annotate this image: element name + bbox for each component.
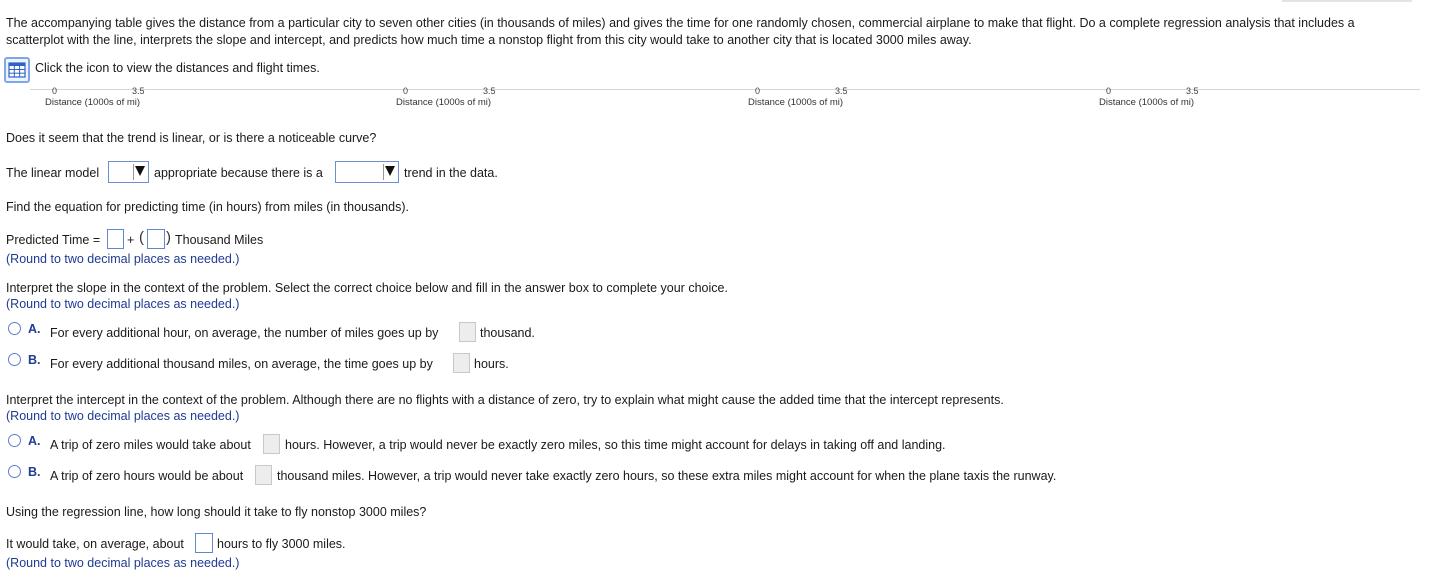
q3-question: Interpret the slope in the context of the problem. Select the correct choice below and fill in the answer box to complete your choice. (6, 281, 728, 295)
plus-sign: + (127, 233, 135, 247)
q1-question: Does it seem that the trend is linear, or is there a noticeable curve? (6, 131, 377, 145)
slope-option-b-input[interactable] (453, 353, 470, 373)
dropdown-arrow-icon (135, 166, 145, 176)
plot4-tick-left: 0 (1106, 86, 1112, 96)
slope-option-a-unit: thousand. (480, 326, 535, 340)
q2-question: Find the equation for predicting time (in hours) from miles (in thousands). (6, 200, 409, 214)
slope-option-a-text: For every additional hour, on average, the number of miles goes up by (50, 326, 439, 340)
slope-input[interactable] (147, 229, 165, 249)
slope-option-a-radio[interactable] (8, 322, 21, 335)
paren-open: ( (139, 229, 144, 246)
q1-prefix: The linear model (6, 166, 100, 180)
intercept-option-b-text: A trip of zero hours would be about (50, 469, 244, 483)
problem-statement-line-2: scatterplot with the line, interprets the slope and intercept, and predicts how much time a nonstop flight from this city would take to another city that is located 3000 miles away. (6, 33, 972, 47)
plot3-tick-left: 0 (755, 86, 761, 96)
intercept-option-b-radio[interactable] (8, 465, 21, 478)
prediction-input[interactable] (195, 533, 213, 553)
round-note: (Round to two decimal places as needed.) (6, 252, 240, 266)
slope-option-b-text: For every additional thousand miles, on average, the time goes up by (50, 357, 433, 371)
intercept-option-a-radio[interactable] (8, 434, 21, 447)
round-note: (Round to two decimal places as needed.) (6, 409, 240, 423)
plot4-tick-right: 3.5 (1186, 86, 1199, 96)
option-letter: A. (28, 434, 41, 448)
problem-statement-line-1: The accompanying table gives the distance from a particular city to seven other cities (in thousands of miles) and gives the time for one randomly chosen, commercial airplane to make that flight. Do a complete regression analysis that includes a (6, 16, 1355, 30)
intercept-option-b-rest: thousand miles. However, a trip would never take exactly zero hours, so these extra miles might account for when the plane taxis the runway. (277, 469, 1057, 483)
data-table-button[interactable] (4, 57, 30, 83)
plot1-tick-left: 0 (52, 86, 58, 96)
divider (30, 89, 1420, 90)
plot1-tick-right: 3.5 (132, 86, 145, 96)
plot2-axis-label: Distance (1000s of mi) (396, 97, 492, 108)
round-note: (Round to two decimal places as needed.) (6, 556, 240, 570)
plot3-tick-right: 3.5 (835, 86, 848, 96)
dropdown-separator (383, 164, 384, 180)
dropdown-arrow-icon (385, 166, 395, 176)
predicted-time-label: Predicted Time = (6, 233, 101, 247)
q5-question: Using the regression line, how long should it take to fly nonstop 3000 miles? (6, 505, 427, 519)
q1-middle: appropriate because there is a (154, 166, 323, 180)
plot2-tick-left: 0 (403, 86, 409, 96)
q4-question: Interpret the intercept in the context of the problem. Although there are no flights with a distance of zero, try to explain what might cause the added time that the intercept represents. (6, 393, 1004, 407)
q5-prefix: It would take, on average, about (6, 537, 184, 551)
round-note: (Round to two decimal places as needed.) (6, 297, 240, 311)
problem-statement (6, 15, 1416, 49)
intercept-option-a-input[interactable] (263, 434, 280, 454)
intercept-option-a-text: A trip of zero miles would take about (50, 438, 251, 452)
paren-close: ) (166, 229, 171, 246)
q1-suffix: trend in the data. (404, 166, 498, 180)
slope-option-a-input[interactable] (459, 322, 476, 342)
option-letter: A. (28, 322, 41, 336)
plot3-axis-label: Distance (1000s of mi) (748, 97, 844, 108)
plot4-axis-label: Distance (1000s of mi) (1099, 97, 1195, 108)
top-scroll-indicator (1282, 0, 1412, 2)
trend-type-dropdown[interactable] (335, 161, 399, 183)
option-letter: B. (28, 353, 41, 367)
table-grid-icon (6, 59, 28, 81)
q5-suffix: hours to fly 3000 miles. (217, 537, 346, 551)
intercept-option-a-rest: hours. However, a trip would never be exactly zero miles, so this time might account for delays in taking off and landing. (285, 438, 946, 452)
slope-option-b-radio[interactable] (8, 353, 21, 366)
slope-option-b-unit: hours. (474, 357, 509, 371)
option-letter: B. (28, 465, 41, 479)
plot1-axis-label: Distance (1000s of mi) (45, 97, 141, 108)
plot2-tick-right: 3.5 (483, 86, 496, 96)
dropdown-separator (133, 164, 134, 180)
data-table-link[interactable]: Click the icon to view the distances and flight times. (35, 61, 320, 75)
variable-label: Thousand Miles (175, 233, 264, 247)
linear-model-dropdown[interactable] (108, 161, 149, 183)
intercept-option-b-input[interactable] (255, 465, 272, 485)
intercept-input[interactable] (107, 229, 124, 249)
